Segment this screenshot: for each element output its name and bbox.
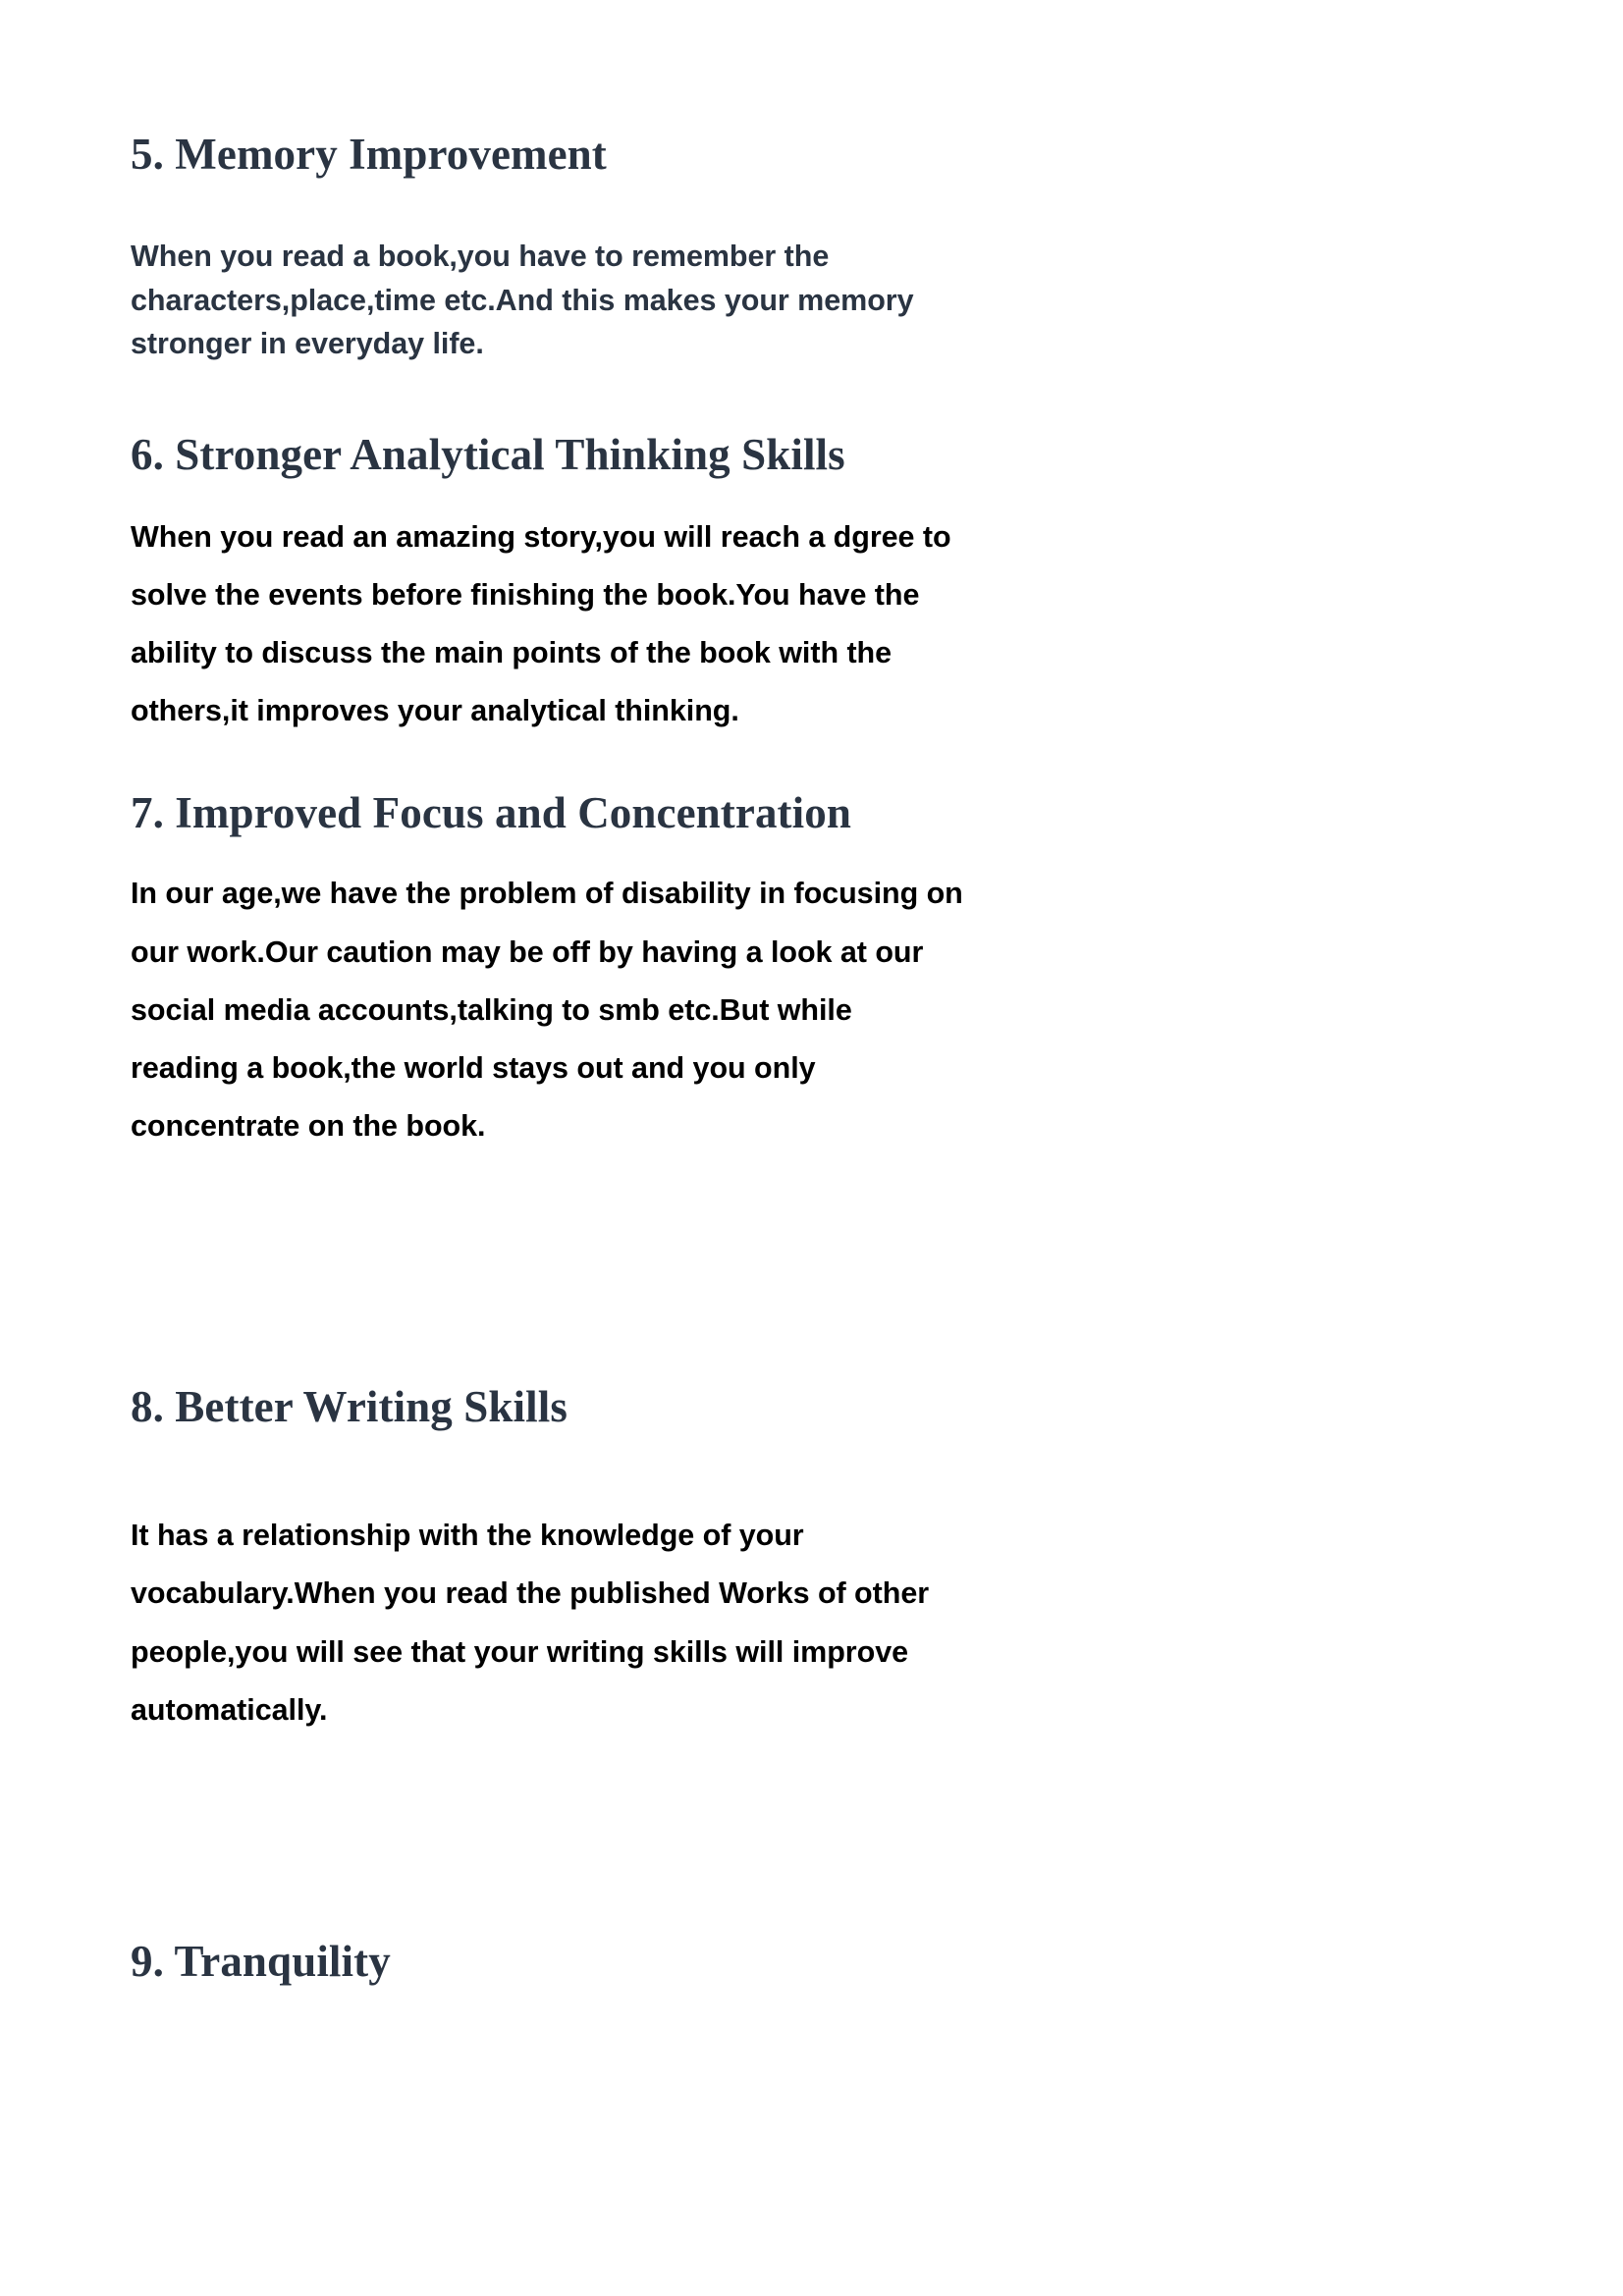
spacer-heading6-body: [131, 481, 1417, 508]
spacer-body6-heading7: [131, 740, 1417, 787]
document-content: [131, 0, 1417, 1988]
spacer-body5-heading6: [131, 366, 1417, 429]
section-paragraph-8: It has a relationship with the knowledge of your vocabulary.When you read the published Works of other people,you will see that your writing skills will improve automatically.: [131, 1519, 930, 1727]
section-paragraph-6: When you read an amazing story,you will reach a dgree to solve the events before finishing the book.You have the ability to discuss the main points of the book with the others,it improves your analytical thinking.: [131, 519, 951, 728]
section-heading-9: 9. Tranquility: [131, 1936, 391, 1986]
section-heading-6: 6. Stronger Analytical Thinking Skills: [131, 429, 845, 479]
spacer-heading5-body: [131, 181, 1417, 235]
section-heading-7: 7. Improved Focus and Concentration: [131, 788, 851, 838]
spacer-top: [131, 0, 1417, 129]
section-heading-5: 5. Memory Improvement: [131, 130, 607, 179]
spacer-body8-heading9: [131, 1739, 1417, 1936]
spacer-heading8-body: [131, 1433, 1417, 1507]
spacer-body7-heading8: [131, 1155, 1417, 1381]
spacer-heading7-body: [131, 839, 1417, 865]
section-heading-8: 8. Better Writing Skills: [131, 1382, 568, 1432]
section-paragraph-5: When you read a book,you have to remember the characters,place,time etc.And this makes your memory stronger in everyday life.: [131, 240, 914, 361]
section-paragraph-7: In our age,we have the problem of disability in focusing on our work.Our caution may be off by having a look at our social media accounts,talking to smb etc.But while reading a book,the world stays out and you only concentrate on the book.: [131, 877, 963, 1144]
